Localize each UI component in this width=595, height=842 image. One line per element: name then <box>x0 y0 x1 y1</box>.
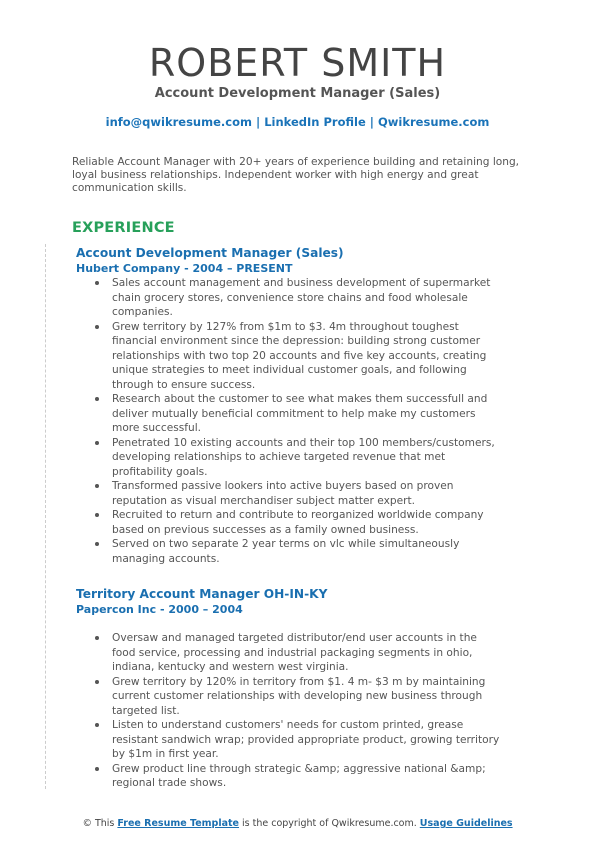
job-bullet-list <box>76 276 526 566</box>
section-divider-line <box>45 244 46 789</box>
job-bullet: Penetrated 10 existing accounts and their top 100 members/customers, developing relationships to achieve targeted revenue that met profitability goals. <box>76 436 502 480</box>
job-bullet: Research about the customer to see what makes them successfull and deliver mutually beneficial commitment to help make my customers more successful. <box>76 392 502 436</box>
contact-separator: | <box>369 115 374 129</box>
job-bullet-list <box>76 631 526 791</box>
linkedin-link[interactable]: LinkedIn Profile <box>264 115 366 129</box>
job-company-dates: Hubert Company - 2004 – PRESENT <box>76 262 293 275</box>
contact-separator: | <box>255 115 261 129</box>
job-bullet: Grew territory by 120% in territory from $1. 4 m- $3 m by maintaining current customer relationships with developing new business through targeted list. <box>76 675 502 719</box>
job-title: Territory Account Manager OH-IN-KY <box>76 587 328 601</box>
summary-text: Reliable Account Manager with 20+ years of experience building and retaining long, loyal business relationships. Independent worker with high energy and great communication skills. <box>72 156 520 194</box>
email-link[interactable]: info@qwikresume.com <box>105 115 252 129</box>
job-bullet: Recruited to return and contribute to reorganized worldwide company based on previous successes as a family owned business. <box>76 508 502 537</box>
job-bullet: Oversaw and managed targeted distributor/end user accounts in the food service, processing and industrial packaging segments in ohio, indiana, kentucky and western west virginia. <box>76 631 502 675</box>
free-resume-template-link[interactable]: Free Resume Template <box>117 818 239 829</box>
footer-copyright <box>0 818 595 829</box>
job-bullet: Grew territory by 127% from $1m to $3. 4m throughout toughest financial environment since the depression: building strong customer relationships with two top 20 accounts and five key accounts, creating unique strategies to meet individual customer goals, and following through to ensure success. <box>76 320 502 393</box>
job-title: Account Development Manager (Sales) <box>76 246 344 260</box>
job-entry <box>76 586 526 791</box>
usage-guidelines-link[interactable]: Usage Guidelines <box>419 818 513 829</box>
candidate-headline: Account Development Manager (Sales) <box>154 86 441 101</box>
job-company-dates: Papercon Inc - 2000 – 2004 <box>76 603 243 616</box>
job-bullet: Sales account management and business development of supermarket chain grocery stores, convenience store chains and food wholesale companies. <box>76 276 502 320</box>
experience-section-title: EXPERIENCE <box>72 220 175 236</box>
candidate-name: ROBERT SMITH <box>148 41 447 85</box>
job-bullet: Served on two separate 2 year terms on vlc while simultaneously managing accounts. <box>76 537 502 566</box>
website-link[interactable]: Qwikresume.com <box>378 115 490 129</box>
contact-line <box>0 115 595 129</box>
job-entry <box>76 245 526 566</box>
footer-middle: is the copyright of Qwikresume.com. <box>239 818 420 829</box>
job-bullet: Listen to understand customers' needs for custom printed, grease resistant sandwich wrap; provided appropriate product, growing territory by $1m in first year. <box>76 718 502 762</box>
footer-prefix: © This <box>82 818 118 829</box>
job-bullet: Grew product line through strategic &amp; aggressive national &amp; regional trade shows. <box>76 762 502 791</box>
job-bullet: Transformed passive lookers into active buyers based on proven reputation as visual merchandiser subject matter expert. <box>76 479 502 508</box>
